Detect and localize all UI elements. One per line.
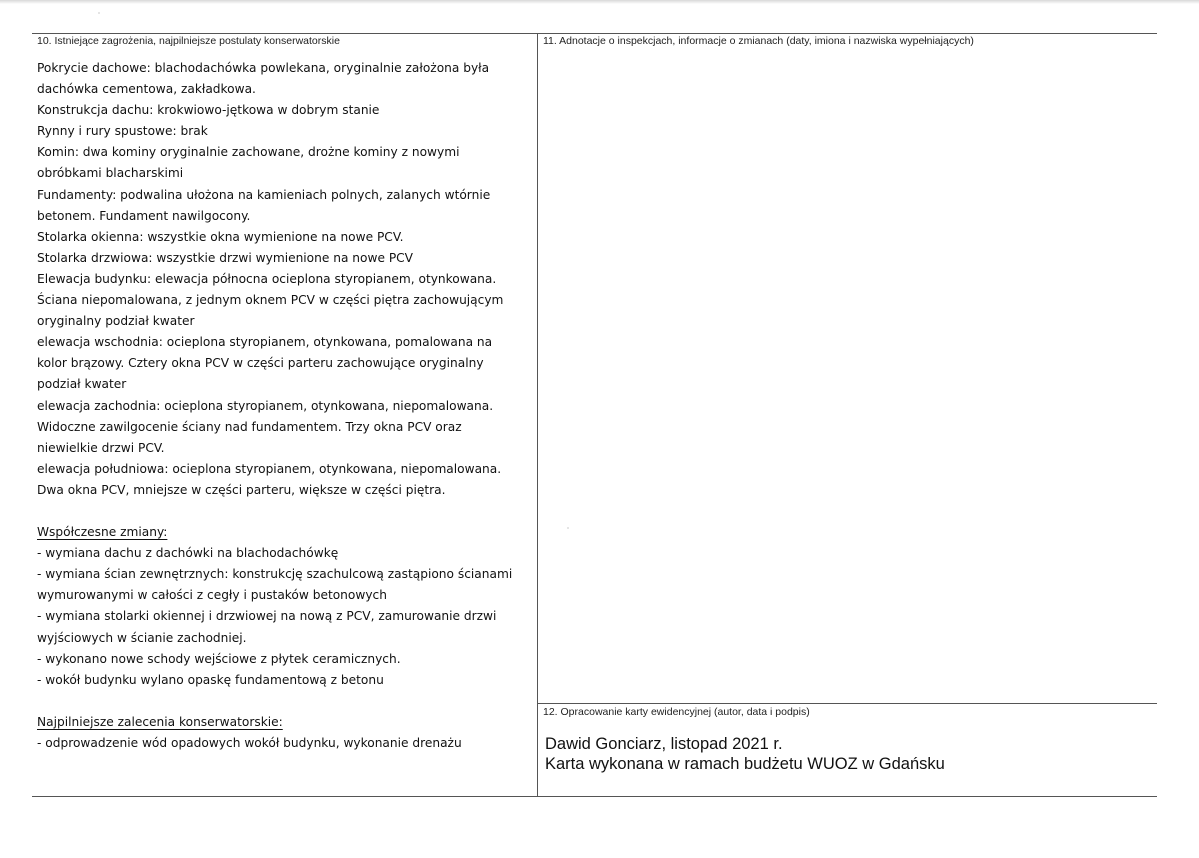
condition-line: elewacja południowa: ocieplona styropianem, otynkowana, niepomalowana.	[37, 461, 502, 476]
section12-title: 12. Opracowanie karty ewidencyjnej (autor, data i podpis)	[543, 706, 810, 718]
change-line: - wykonano nowe schody wejściowe z płytek ceramicznych.	[37, 651, 401, 666]
condition-line: Stolarka okienna: wszystkie okna wymienione na nowe PCV.	[37, 229, 404, 244]
condition-line: betonem. Fundament nawilgocony.	[37, 208, 251, 223]
recommendation-line: - odprowadzenie wód opadowych wokół budynku, wykonanie drenażu	[37, 736, 462, 750]
condition-line: Konstrukcja dachu: krokwiowo-jętkowa w dobrym stanie	[37, 103, 380, 118]
column-divider	[537, 33, 538, 797]
condition-line: Stolarka drzwiowa: wszystkie drzwi wymienione na nowe PCV	[37, 250, 414, 265]
section12-top-rule	[537, 703, 1157, 704]
author-line: Dawid Gonciarz, listopad 2021 r.	[545, 735, 783, 753]
condition-line: Fundamenty: podwalina ułożona na kamieniach polnych, zalanych wtórnie	[37, 187, 491, 202]
condition-line: niewielkie drzwi PCV.	[37, 440, 165, 455]
changes-heading: Współczesne zmiany:	[37, 525, 168, 540]
change-line: - wymiana ścian zewnętrznych: konstrukcję szachulcową zastąpiono ścianami	[37, 567, 513, 582]
change-line: - wymiana stolarki okiennej i drzwiowej na nową z PCV, zamurowanie drzwi	[37, 609, 497, 624]
condition-line: obróbkami blacharskimi	[37, 166, 184, 181]
recommendations-heading: Najpilniejsze zalecenia konserwatorskie:	[37, 714, 283, 729]
condition-line: elewacja zachodnia: ocieplona styropianem, otynkowana, niepomalowana.	[37, 398, 494, 413]
scan-speck	[98, 12, 100, 14]
condition-line: podział kwater	[37, 377, 127, 392]
condition-line: elewacja wschodnia: ocieplona styropianem, otynkowana, pomalowana na	[37, 335, 493, 350]
change-line: - wymiana dachu z dachówki na blachodachówkę	[37, 546, 339, 561]
condition-line: Rynny i rury spustowe: brak	[37, 124, 208, 139]
condition-line: oryginalny podział kwater	[37, 314, 195, 329]
change-line: wymurowanymi w całości z cegły i pustaków betonowych	[37, 588, 387, 603]
condition-line: dachówka cementowa, zakładkowa.	[37, 82, 256, 97]
scan-top-edge	[0, 0, 1199, 4]
table-top-rule	[32, 33, 1157, 34]
condition-line: Komin: dwa kominy oryginalnie zachowane, drożne kominy z nowymi	[37, 145, 460, 160]
condition-line: Widoczne zawilgocenie ściany nad fundamentem. Trzy okna PCV oraz	[37, 419, 462, 434]
scan-speck	[567, 527, 569, 529]
section10-title: 10. Istniejące zagrożenia, najpilniejsze postulaty konserwatorskie	[37, 35, 340, 47]
condition-line: kolor brązowy. Cztery okna PCV w części parteru zachowujące oryginalny	[37, 356, 484, 371]
condition-line: Ściana niepomalowana, z jednym oknem PCV w części piętra zachowującym	[37, 293, 504, 308]
section10-body	[37, 58, 532, 754]
condition-line: Dwa okna PCV, mniejsze w części parteru, większe w części piętra.	[37, 482, 446, 497]
condition-line: Pokrycie dachowe: blachodachówka powlekana, oryginalnie założona była	[37, 61, 490, 75]
funding-line: Karta wykonana w ramach budżetu WUOZ w Gdańsku	[545, 755, 945, 773]
change-line: - wokół budynku wylano opaskę fundamentową z betonu	[37, 672, 384, 687]
section11-title: 11. Adnotacje o inspekcjach, informacje o zmianach (daty, imiona i nazwiska wypełniających)	[543, 35, 974, 47]
condition-line: Elewacja budynku: elewacja północna ocieplona styropianem, otynkowana.	[37, 271, 497, 286]
section12-content	[545, 734, 945, 774]
change-line: wyjściowych w ścianie zachodniej.	[37, 630, 247, 645]
table-bottom-rule	[32, 796, 1157, 797]
